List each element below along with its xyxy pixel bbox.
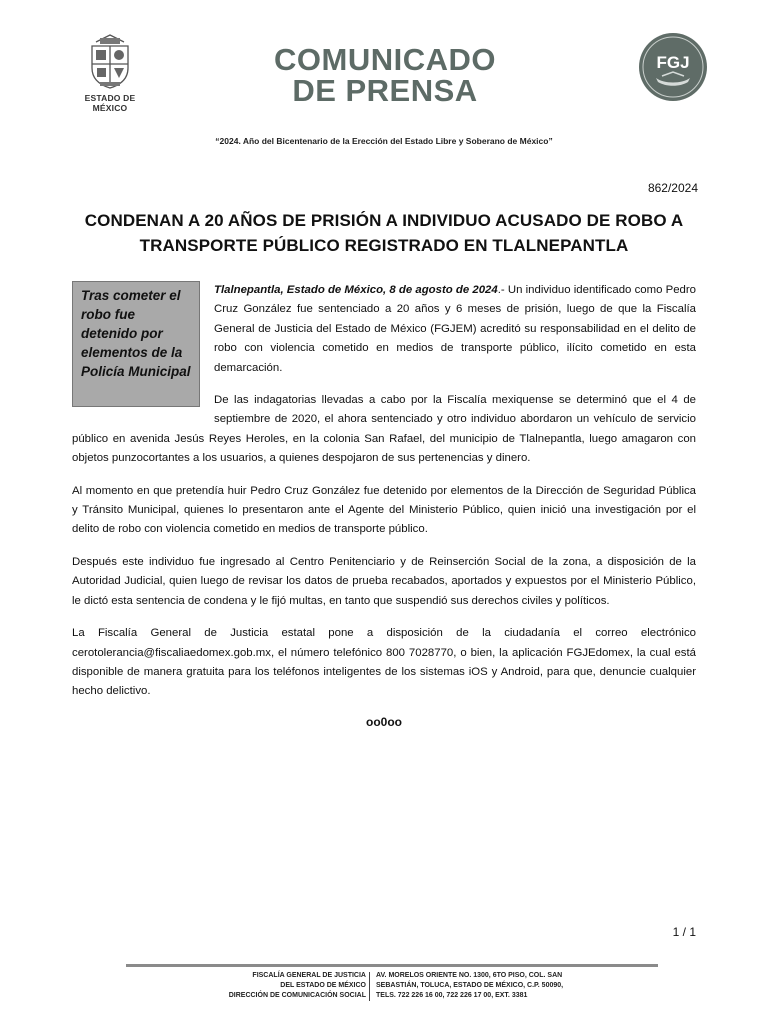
paragraph-5: La Fiscalía General de Justicia estatal pone a disposición de la ciudadanía el correo electrónico cerotolerancia@fiscaliaedomex.gob.mx, el número telefónico 800 7028770, o bien, la aplicación FGJEdomex, la cual está disponible de manera gratuita para los teléfonos inteligentes de los sistemas iOS y Android, para que, denuncie cualquier hecho delictivo. <box>72 627 696 698</box>
dateline: Tlalnepantla, Estado de México, 8 de agosto de 2024 <box>214 284 498 296</box>
fgj-logo-text: FGJ <box>656 53 690 72</box>
footer-institution <box>229 971 366 1001</box>
headline: CONDENAN A 20 AÑOS DE PRISIÓN A INDIVIDUO ACUSADO DE ROBO A TRANSPORTE PÚBLICO REGISTRADO EN TLALNEPANTLA <box>84 211 684 255</box>
footer-divider <box>126 964 658 967</box>
paragraph-4: Después este individuo fue ingresado al Centro Penitenciario y de Reinserción Social de la zona, a disposición de la Autoridad Judicial, quien luego de revisar los datos de prueba recabados, aportados y expuestos por el Ministerio Público, le dictó esta sentencia de condena y le fijó multas, en tanto que suspendió sus derechos civiles y políticos. <box>72 555 696 607</box>
masthead-line-1: COMUNICADO <box>274 42 496 77</box>
masthead-line-2: DE PRENSA <box>292 73 478 108</box>
estado-de-mexico-logo <box>66 32 154 113</box>
state-logo-caption: ESTADO DE MÉXICO <box>84 93 136 113</box>
sidebar-callout: Tras cometer el robo fue detenido por elementos de la Policía Municipal <box>72 281 200 407</box>
reference-number: 862/2024 <box>647 181 698 195</box>
article-body <box>72 281 696 729</box>
page-number: 1 / 1 <box>672 925 696 939</box>
end-separator: oo0oo <box>366 714 402 729</box>
footer-institution-line-3: DIRECCIÓN DE COMUNICACIÓN SOCIAL <box>228 992 366 999</box>
masthead-title <box>220 44 550 106</box>
coat-of-arms-icon <box>82 32 138 90</box>
footer-institution-line-1: FISCALÍA GENERAL DE JUSTICIA <box>252 972 366 979</box>
fgj-logo <box>638 32 708 107</box>
paragraph-3: Al momento en que pretendía huir Pedro Cruz González fue detenido por elementos de la Dirección de Seguridad Pública y Tránsito Municipal, quienes lo presentaron ante el Agente del Ministerio Público, quien inició una investigación por el delito de robo con violencia cometido en medios de transporte público. <box>72 484 696 536</box>
paragraph-1-text: .- Un individuo identificado como Pedro Cruz González fue sentenciado a 20 años y 6 meses de prisión, luego de que la Fiscalía General de Justicia del Estado de México (FGJEM) acreditó su responsabilidad en el delito de robo con violencia cometido en medios de transporte público, ilícito cometido en esta demarcación. <box>214 284 696 374</box>
footer-address-line-1: AV. MORELOS ORIENTE NO. 1300, 6TO PISO, COL. SAN <box>376 972 563 979</box>
fgj-seal-icon <box>638 32 708 102</box>
official-motto: “2024. Año del Bicentenario de la Erección del Estado Libre y Soberano de México” <box>215 136 553 146</box>
paragraph-2: De las indagatorias llevadas a cabo por la Fiscalía mexiquense se determinó que el 4 de septiembre de 2020, el ahora sentenciado y otro individuo abordaron un vehículo de servicio público en avenida Jesús Reyes Heroles, en la colonia San Rafael, del municipio de Tlalnepantla, luego amagaron con objetos punzocortantes a los usuarios, a quienes despojaron de sus pertenencias y dinero. <box>72 394 696 465</box>
footer-institution-line-2: DEL ESTADO DE MÉXICO <box>280 982 366 989</box>
footer-address-line-3: TELS. 722 226 16 00, 722 226 17 00, EXT. 3381 <box>376 992 528 999</box>
footer-address <box>376 971 563 1001</box>
footer-address-line-2: SEBASTIÁN, TOLUCA, ESTADO DE MÉXICO, C.P. 50090, <box>376 982 564 989</box>
footer-vertical-divider <box>369 972 370 1001</box>
